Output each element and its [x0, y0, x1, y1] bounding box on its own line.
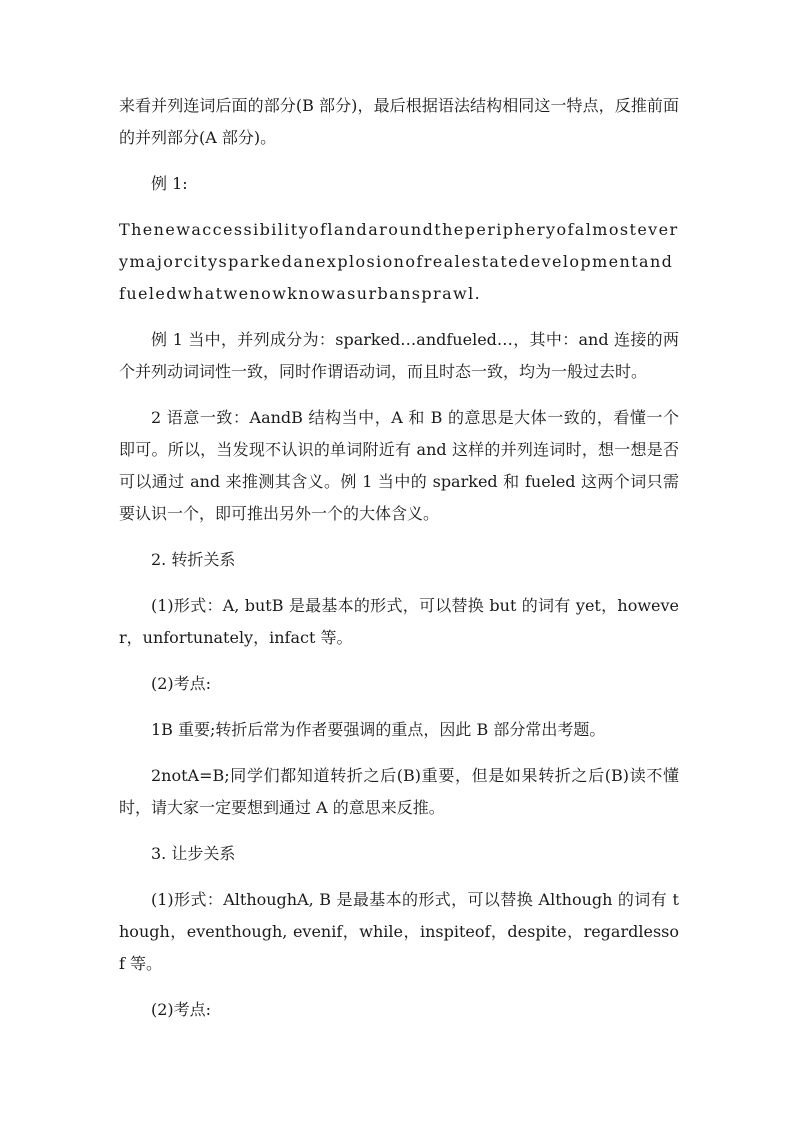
paragraph-parallel-analysis: 例 1 当中，并列成分为：sparked…andfueled…，其中：and 连接的两个并列动词词性一致，同时作谓语动词，而且时态一致，均为一般过去时。 — [119, 330, 679, 381]
paragraph-concession-points-heading: (2)考点: — [151, 1000, 212, 1019]
paragraph-contrast-points-heading: (2)考点: — [151, 674, 212, 693]
paragraph-contrast-form: (1)形式：A, butB 是最基本的形式，可以替换 but 的词有 yet，however，unfortunately，infact 等。 — [119, 596, 679, 647]
section-heading-contrast: 2. 转折关系 — [151, 550, 236, 569]
paragraph-concession-form: (1)形式：AlthoughA, B 是最基本的形式，可以替换 Although 的词有 though，eventhough, evenif，while，inspiteof，despite，regardlessof 等。 — [119, 890, 679, 973]
paragraph-intro: 来看并列连词后面的部分(B 部分)，最后根据语法结构相同这一特点，反推前面的并列部分(A 部分)。 — [119, 96, 679, 147]
paragraph-semantic-consistency: 2 语意一致：AandB 结构当中，A 和 B 的意思是大体一致的，看懂一个即可。所以，当发现不认识的单词附近有 and 这样的并列连词时，想一想是否可以通过 and 来推测其含义。例 1 当中的 sparked 和 fueled 这两个词只需要认识一个，即可推出另外一个的大体含义。 — [119, 408, 679, 523]
section-heading-concession: 3. 让步关系 — [151, 844, 236, 863]
paragraph-contrast-point-2: 2notA=B;同学们都知道转折之后(B)重要，但是如果转折之后(B)读不懂时，请大家一定要想到通过 A 的意思来反推。 — [119, 766, 679, 817]
paragraph-contrast-point-1: 1B 重要;转折后常为作者要强调的重点，因此 B 部分常出考题。 — [151, 720, 606, 739]
example-1-heading: 例 1: — [151, 174, 188, 193]
example-1-sentence: Thenewaccessibilityoflandaroundtheperipheryofalmosteverymajorcitysparkedanexplosionofrealestatedevelopmentandfueledwhatwenowknowasurbansprawl. — [119, 220, 679, 303]
document-body — [119, 90, 679, 1040]
